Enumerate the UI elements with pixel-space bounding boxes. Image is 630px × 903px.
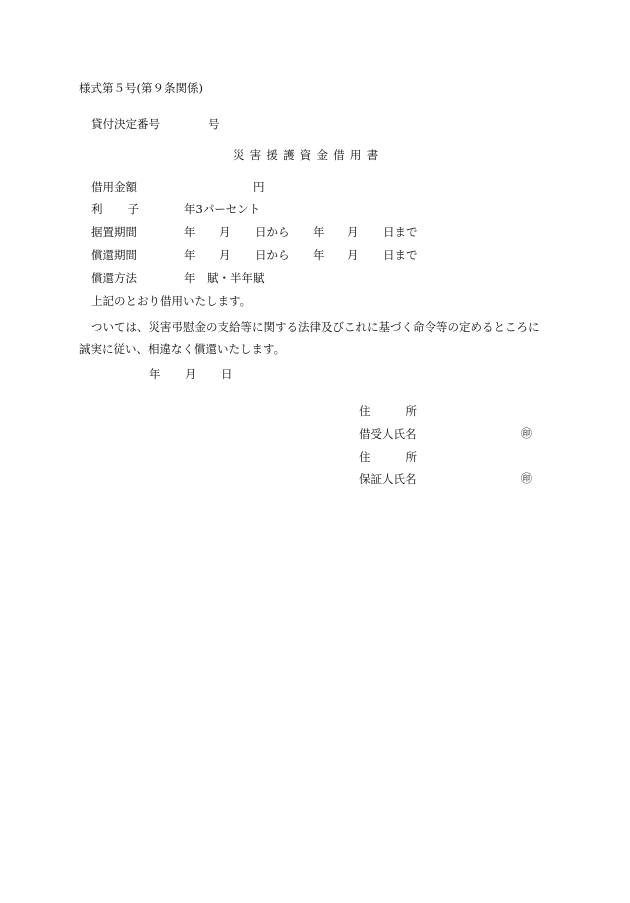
interest-value: 年3パーセント bbox=[184, 202, 261, 216]
guarantor-address-label bbox=[359, 449, 417, 465]
grace-start-month: 月 bbox=[219, 225, 231, 239]
date-year: 年 bbox=[149, 367, 161, 381]
repayment-period-label: 償還期間 bbox=[91, 248, 137, 262]
repayment-start-month: 月 bbox=[219, 248, 231, 262]
repayment-method-label: 償還方法 bbox=[91, 271, 137, 285]
loan-decision-number-suffix: 号 bbox=[208, 117, 220, 131]
document-title: 災害援護資金借用書 bbox=[233, 148, 384, 162]
grace-end-year: 年 bbox=[313, 225, 325, 239]
borrower-seal-mark: ㊞ bbox=[521, 427, 532, 440]
guarantor-seal-mark: ㊞ bbox=[521, 472, 532, 485]
repayment-end-year: 年 bbox=[313, 248, 325, 262]
borrower-name-label: 借受人氏名 bbox=[359, 427, 417, 441]
repayment-end-day: 日まで bbox=[383, 248, 418, 262]
date-day: 日 bbox=[221, 367, 233, 381]
grace-end-month: 月 bbox=[347, 225, 359, 239]
grace-end-day: 日まで bbox=[383, 225, 418, 239]
grace-period-label: 据置期間 bbox=[91, 225, 137, 239]
amount-label: 借用金額 bbox=[91, 180, 137, 194]
form-number: 様式第５号(第９条関係) bbox=[79, 81, 203, 95]
guarantor-name-label: 保証人氏名 bbox=[359, 472, 417, 486]
borrower-address-char-2: 所 bbox=[405, 404, 417, 418]
repayment-start-day: 日から bbox=[255, 248, 290, 262]
grace-start-year: 年 bbox=[184, 225, 196, 239]
repayment-promise: ついては、災害弔慰金の支給等に関する法律及びこれに基づく命令等の定めるところに誠実に従い、相違なく償還いたします。 bbox=[79, 320, 540, 356]
loan-decision-number-label: 貸付決定番号 bbox=[91, 117, 160, 131]
interest-label bbox=[91, 201, 139, 217]
borrowing-statement: 上記のとおり借用いたします。 bbox=[91, 294, 252, 308]
borrower-address-char-1: 住 bbox=[359, 404, 371, 418]
date-month: 月 bbox=[185, 367, 197, 381]
borrower-address-label bbox=[359, 403, 417, 419]
repayment-start-year: 年 bbox=[184, 248, 196, 262]
guarantor-address-char-1: 住 bbox=[359, 450, 371, 464]
interest-label-char-2: 子 bbox=[127, 202, 139, 216]
amount-unit: 円 bbox=[253, 180, 265, 194]
repayment-method-value: 年 賦・半年賦 bbox=[184, 271, 265, 285]
grace-start-day: 日から bbox=[255, 225, 290, 239]
interest-label-char-1: 利 bbox=[91, 202, 103, 216]
guarantor-address-char-2: 所 bbox=[405, 450, 417, 464]
repayment-end-month: 月 bbox=[347, 248, 359, 262]
